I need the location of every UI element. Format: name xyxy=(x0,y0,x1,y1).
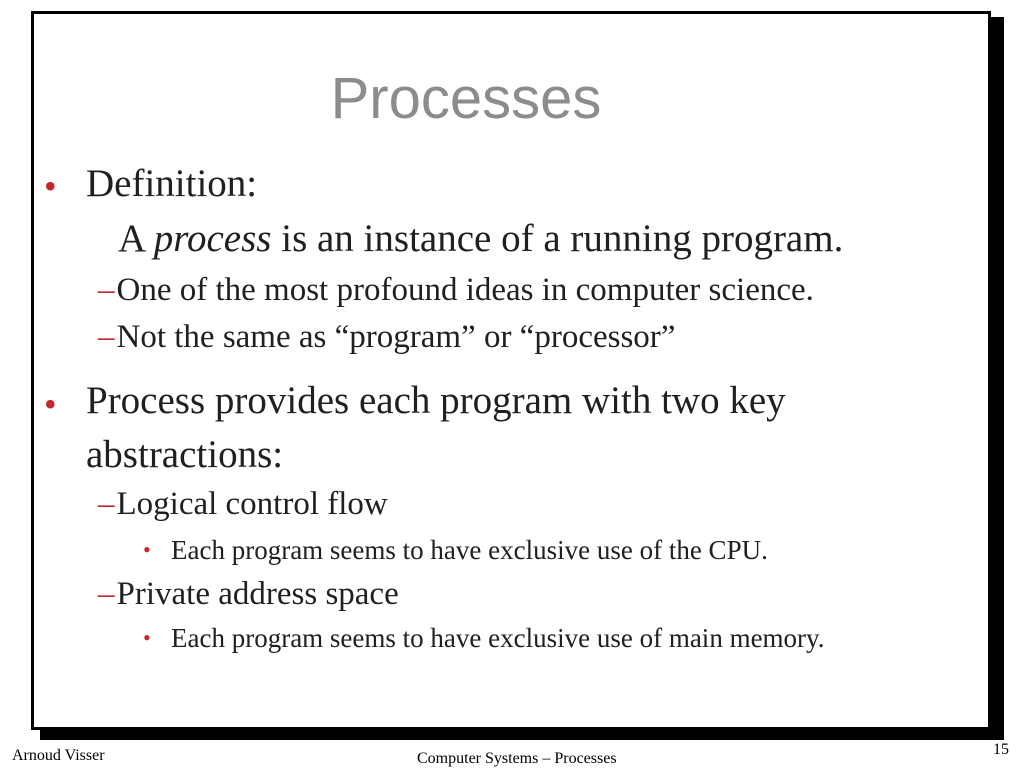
sub-item xyxy=(98,574,399,614)
dash-marker: – xyxy=(98,576,115,612)
bullet-abstractions-line2: abstractions: xyxy=(86,433,284,476)
footer-author: Arnoud Visser xyxy=(12,747,105,764)
sub-item-text: Not the same as “program” or “processor” xyxy=(116,319,676,355)
sub-item-text: Logical control flow xyxy=(116,486,388,522)
sub-item-text: Private address space xyxy=(116,576,399,612)
bullet-abstractions-line1: Process provides each program with two key xyxy=(86,379,786,422)
bullet-marker: • xyxy=(44,384,57,424)
sub-item xyxy=(98,317,675,357)
sub-item xyxy=(98,484,388,524)
dash-marker: – xyxy=(98,486,115,522)
definition-emphasis: process xyxy=(153,217,272,260)
sub-item xyxy=(98,270,814,310)
dash-marker: – xyxy=(98,319,115,355)
dash-marker: – xyxy=(98,272,115,308)
sub-bullet-marker: • xyxy=(143,537,151,562)
definition-prefix: A xyxy=(118,217,154,260)
footer-page-number: 15 xyxy=(993,741,1009,758)
bullet-definition-label: Definition: xyxy=(86,162,258,205)
sub-bullet-marker: • xyxy=(143,625,151,650)
sub-item-text: One of the most profound ideas in computer science. xyxy=(116,272,814,308)
slide-title-text: Processes xyxy=(330,66,602,131)
sub-sub-item-text: Each program seems to have exclusive use of main memory. xyxy=(171,623,825,653)
bullet-marker: • xyxy=(44,166,57,206)
definition-sentence xyxy=(118,215,843,263)
footer-course: Computer Systems – Processes xyxy=(417,750,617,767)
slide-title xyxy=(0,64,1024,134)
definition-suffix: is an instance of a running program. xyxy=(271,217,844,260)
sub-sub-item-text: Each program seems to have exclusive use of the CPU. xyxy=(171,535,768,565)
